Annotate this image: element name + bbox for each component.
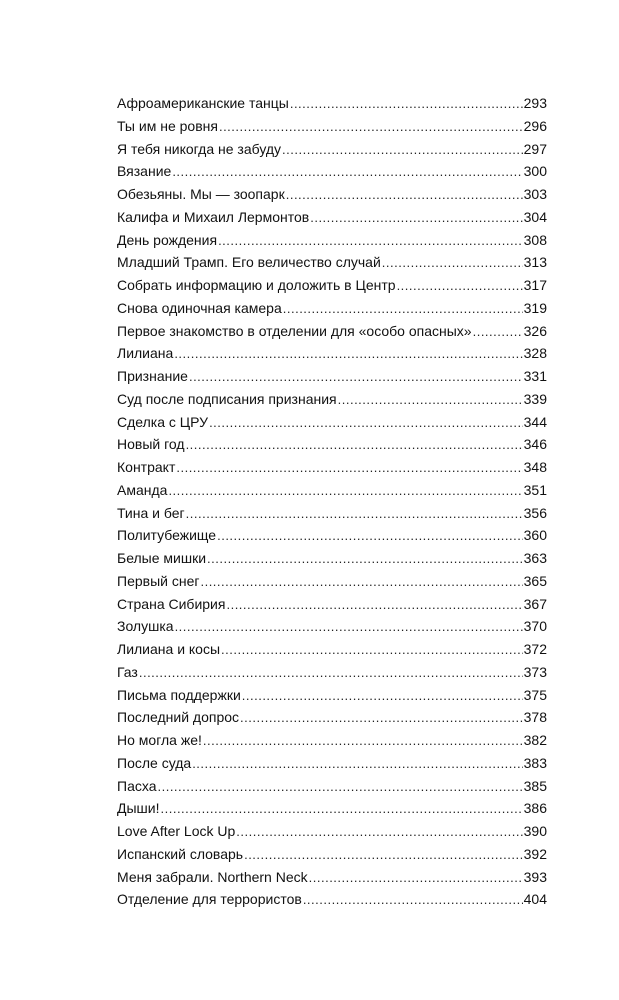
toc-entry-page: 317 [523,277,547,293]
toc-entry-page: 300 [523,163,547,180]
toc-entry-page: 293 [523,95,547,111]
toc-entry-page: 313 [523,254,547,271]
toc-entry [117,274,547,297]
table-of-contents [117,92,547,911]
toc-entry-page: 373 [523,663,547,680]
toc-entry-title: Суд после подписания признания [117,390,337,407]
toc-entry [117,729,547,752]
toc-entry-page: 367 [523,595,547,612]
toc-dot-leader [382,252,523,275]
toc-entry [117,706,547,729]
toc-entry-title: Отделение для террористов [117,891,302,908]
toc-dot-leader [217,525,523,548]
toc-entry-page: 372 [523,641,547,657]
toc-dot-leader [219,116,523,139]
toc-dot-leader [242,685,523,708]
toc-entry-title: Контракт [117,459,176,475]
toc-entry-title: Страна Сибирия [117,595,226,612]
toc-dot-leader [290,93,523,116]
toc-entry-title: День рождения [117,231,218,248]
toc-entry [117,92,547,115]
toc-entry [117,365,547,388]
toc-entry-page: 348 [523,459,547,475]
toc-entry-page: 326 [523,322,547,339]
toc-entry [117,615,547,638]
toc-dot-leader [310,207,522,230]
toc-entry-page: 385 [523,777,547,794]
toc-entry-title: Love After Lock Up [117,823,236,839]
toc-dot-leader [186,503,523,526]
toc-dot-leader [240,707,523,730]
toc-entry [117,138,547,161]
toc-entry [117,411,547,434]
toc-entry-title: Новый год [117,436,185,453]
toc-dot-leader [207,548,523,571]
toc-entry-title: Калифа и Михаил Лермонтов [117,208,310,225]
toc-entry [117,297,547,320]
toc-dot-leader [226,594,522,617]
toc-dot-leader [286,184,523,207]
toc-dot-leader [176,457,522,480]
toc-entry [117,433,547,456]
toc-entry-title: Сделка с ЦРУ [117,413,209,430]
toc-entry-page: 365 [523,572,547,589]
toc-entry [117,183,547,206]
toc-entry-title: Снова одиночная камера [117,299,282,316]
toc-entry-page: 304 [523,208,547,225]
toc-dot-leader [282,139,523,162]
toc-entry [117,547,547,570]
toc-dot-leader [244,844,523,867]
toc-entry-page: 378 [523,709,547,726]
toc-entry-title: Аманда [117,481,168,498]
toc-dot-leader [218,230,523,253]
toc-entry [117,820,547,843]
toc-entry [117,502,547,525]
toc-entry-page: 392 [523,845,547,862]
toc-dot-leader [172,161,522,184]
toc-entry-title: После суда [117,754,192,771]
toc-dot-leader [139,662,523,685]
toc-dot-leader [189,366,523,389]
toc-entry-page: 370 [523,618,547,635]
toc-entry-title: Собрать информацию и доложить в Центр [117,277,396,293]
toc-entry [117,684,547,707]
toc-entry-title: Письма поддержки [117,686,241,703]
toc-entry-page: 382 [523,732,547,748]
toc-entry-page: 331 [523,368,547,384]
toc-entry-title: Испанский словарь [117,845,244,862]
toc-entry-page: 363 [523,550,547,566]
toc-entry-page: 328 [523,345,547,362]
toc-entry [117,888,547,911]
toc-entry-title: Лилиана [117,345,174,362]
toc-entry [117,661,547,684]
toc-entry-page: 296 [523,117,547,134]
toc-entry-title: Пасха [117,777,157,794]
toc-entry-page: 375 [523,686,547,703]
toc-entry [117,570,547,593]
toc-dot-leader [473,321,523,344]
toc-entry-page: 339 [523,390,547,407]
toc-entry-title: Газ [117,663,138,680]
toc-entry-page: 356 [523,504,547,521]
toc-entry-page: 344 [523,413,547,430]
toc-dot-leader [309,867,523,890]
toc-entry-page: 351 [523,481,547,498]
toc-entry-page: 404 [523,891,547,908]
toc-dot-leader [200,571,522,594]
toc-dot-leader [174,343,522,366]
toc-dot-leader [397,275,523,298]
toc-entry [117,160,547,183]
toc-entry-title: Дыши! [117,800,160,817]
toc-entry [117,251,547,274]
toc-entry [117,206,547,229]
toc-entry-title: Ты им не ровня [117,117,218,134]
toc-entry [117,456,547,479]
toc-entry [117,229,547,252]
toc-entry-title: Золушка [117,618,174,635]
toc-dot-leader [209,412,523,435]
toc-dot-leader [161,798,523,821]
toc-entry-title: Меня забрали. Northern Neck [117,868,308,885]
toc-entry-page: 383 [523,754,547,771]
toc-entry [117,752,547,775]
toc-entry-title: Лилиана и косы [117,641,221,657]
toc-entry [117,388,547,411]
toc-dot-leader [168,480,522,503]
toc-entry-title: Политубежище [117,527,217,544]
toc-entry-title: Афроамериканские танцы [117,95,289,111]
toc-entry [117,797,547,820]
toc-entry-page: 319 [523,299,547,316]
toc-entry-page: 303 [523,186,547,202]
toc-entry-page: 346 [523,436,547,453]
toc-entry-title: Признание [117,368,188,384]
toc-entry-page: 386 [523,800,547,817]
toc-entry-title: Первый снег [117,572,200,589]
toc-dot-leader [175,616,523,639]
toc-entry-title: Но могла же! [117,732,202,748]
toc-dot-leader [203,730,523,753]
toc-entry [117,638,547,661]
toc-entry [117,320,547,343]
toc-entry [117,866,547,889]
toc-dot-leader [157,776,522,799]
toc-entry [117,115,547,138]
toc-entry-title: Вязание [117,163,172,180]
toc-entry [117,843,547,866]
toc-dot-leader [192,753,522,776]
toc-entry-page: 390 [523,823,547,839]
toc-dot-leader [338,389,523,412]
toc-dot-leader [283,298,523,321]
toc-entry [117,342,547,365]
toc-dot-leader [303,889,523,912]
toc-entry [117,593,547,616]
toc-entry-page: 393 [523,868,547,885]
toc-entry-title: Тина и бег [117,504,185,521]
toc-entry [117,775,547,798]
toc-entry-title: Белые мишки [117,550,207,566]
toc-dot-leader [186,434,523,457]
toc-entry-title: Младший Трамп. Его величество случай [117,254,381,271]
toc-entry [117,479,547,502]
toc-entry-title: Обезьяны. Мы — зоопарк [117,186,285,202]
toc-entry-page: 297 [523,140,547,157]
toc-entry-title: Первое знакомство в отделении для «особо опасных» [117,322,472,339]
toc-entry-title: Я тебя никогда не забуду [117,140,282,157]
toc-entry-title: Последний допрос [117,709,240,726]
toc-dot-leader [221,639,523,662]
toc-entry-page: 308 [523,231,547,248]
toc-entry [117,524,547,547]
toc-entry-page: 360 [523,527,547,544]
toc-dot-leader [236,821,522,844]
